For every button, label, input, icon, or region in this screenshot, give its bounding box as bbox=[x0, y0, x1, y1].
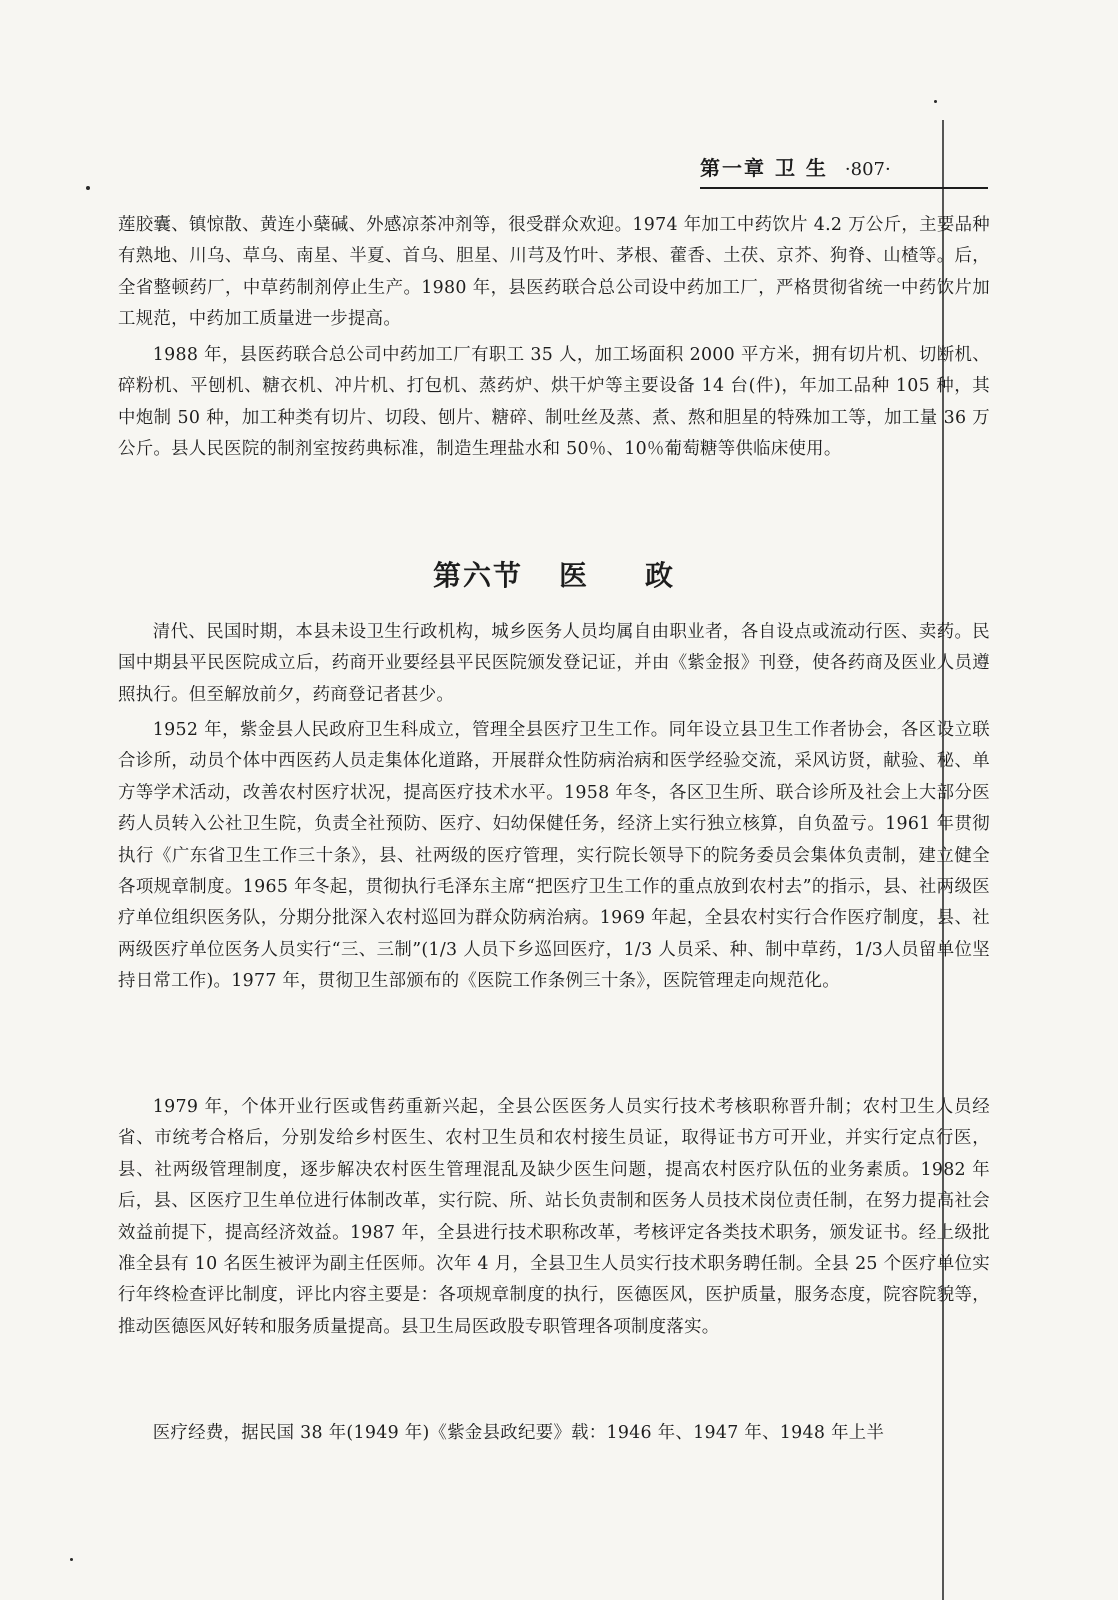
page-number: ·807· bbox=[844, 159, 891, 180]
paragraph: 莲胶囊、镇惊散、黄连小蘖碱、外感凉茶冲剂等，很受群众欢迎。1974 年加工中药饮片 4.2 万公斤，主要品种有熟地、川乌、草乌、南星、半夏、首乌、胆星、川芎及竹叶、茅根、藿香、土茯、京芥、狗脊、山楂等。后，全省整顿药厂，中草药制剂停止生产。1980 年，县医药联合总公司设中药加工厂，严格贯彻省统一中药饮片加工规范，中药加工质量进一步提高。 bbox=[118, 215, 990, 330]
paragraph: 医疗经费，据民国 38 年(1949 年)《紫金县政纪要》载：1946 年、1947 年、1948 年上半 bbox=[152, 1423, 885, 1443]
paragraph: 1979 年，个体开业行医或售药重新兴起，全县公医医务人员实行技术考核职称晋升制；农村卫生人员经省、市统考合格后，分别发给乡村医生、农村卫生员和农村接生员证，取得证书方可开业，并实行定点行医，县、社两级管理制度，逐步解决农村医生管理混乱及缺少医生问题，提高农村医疗队伍的业务素质。1982 年后，县、区医疗卫生单位进行体制改革，实行院、所、站长负责制和医务人员技术岗位责任制，在努力提高社会效益前提下，提高经济效益。1987 年，全县进行技术职称改革，考核评定各类技术职务，颁发证书。经上级批准全县有 10 名医生被评为副主任医师。次年 4 月，全县卫生人员实行技术职务聘任制。全县 25 个医疗单位实行年终检查评比制度，评比内容主要是：各项规章制度的执行，医德医风，医护质量，服务态度，院容院貌等，推动医德医风好转和服务质量提高。县卫生局医政股专职管理各项制度落实。 bbox=[118, 1097, 990, 1337]
paragraph: 1988 年，县医药联合总公司中药加工厂有职工 35 人，加工场面积 2000 平方米，拥有切片机、切断机、碎粉机、平刨机、糖衣机、冲片机、打包机、蒸药炉、烘干炉等主要设备 14 台(件)，年加工品种 105 种，其中炮制 50 种，加工种类有切片、切段、刨片、糖碎、制吐丝及蒸、煮、熬和胆星的特殊加工等，加工量 36 万公斤。县人民医院的制剂室按药典标准，制造生理盐水和 50％、10％葡萄糖等供临床使用。 bbox=[118, 345, 990, 460]
scan-speck bbox=[86, 186, 90, 190]
running-head bbox=[700, 150, 988, 186]
paragraph: 清代、民国时期，本县未设卫生行政机构，城乡医务人员均属自由职业者，各自设点或流动行医、卖药。民国中期县平民医院成立后，药商开业要经县平民医院颁发登记证，并由《紫金报》刊登，使各药商及医业人员遵照执行。但至解放前夕，药商登记者甚少。 bbox=[118, 622, 990, 705]
chapter-title: 第一章 卫 生 bbox=[700, 156, 828, 180]
paragraph: 1952 年，紫金县人民政府卫生科成立，管理全县医疗卫生工作。同年设立县卫生工作者协会，各区设立联合诊所，动员个体中西医药人员走集体化道路，开展群众性防病治病和医学经验交流，采风访贤，献验、秘、单方等学术活动，改善农村医疗状况，提高医疗技术水平。1958 年冬，各区卫生所、联合诊所及社会上大部分医药人员转入公社卫生院，负责全社预防、医疗、妇幼保健任务，经济上实行独立核算，自负盈亏。1961 年贯彻执行《广东省卫生工作三十条》，县、社两级的医疗管理，实行院长领导下的院务委员会集体负责制，建立健全各项规章制度。1965 年冬起，贯彻执行毛泽东主席“把医疗卫生工作的重点放到农村去”的指示，县、社两级医疗单位组织医务队，分期分批深入农村巡回为群众防病治病。1969 年起，全县农村实行合作医疗制度，县、社两级医疗单位医务人员实行“三、三制”(1/3 人员下乡巡回医疗，1/3 人员采、种、制中草药，1/3人员留单位坚持日常工作)。1977 年，贯彻卫生部颁布的《医院工作条例三十条》，医院管理走向规范化。 bbox=[118, 720, 990, 992]
header-rule bbox=[700, 187, 988, 189]
section-title-char: 医 bbox=[558, 559, 589, 592]
section-title-char: 政 bbox=[645, 559, 676, 592]
scan-speck bbox=[934, 100, 937, 103]
section-number: 第六节 bbox=[432, 559, 523, 592]
scan-speck bbox=[70, 1558, 73, 1561]
section-heading bbox=[118, 556, 990, 596]
